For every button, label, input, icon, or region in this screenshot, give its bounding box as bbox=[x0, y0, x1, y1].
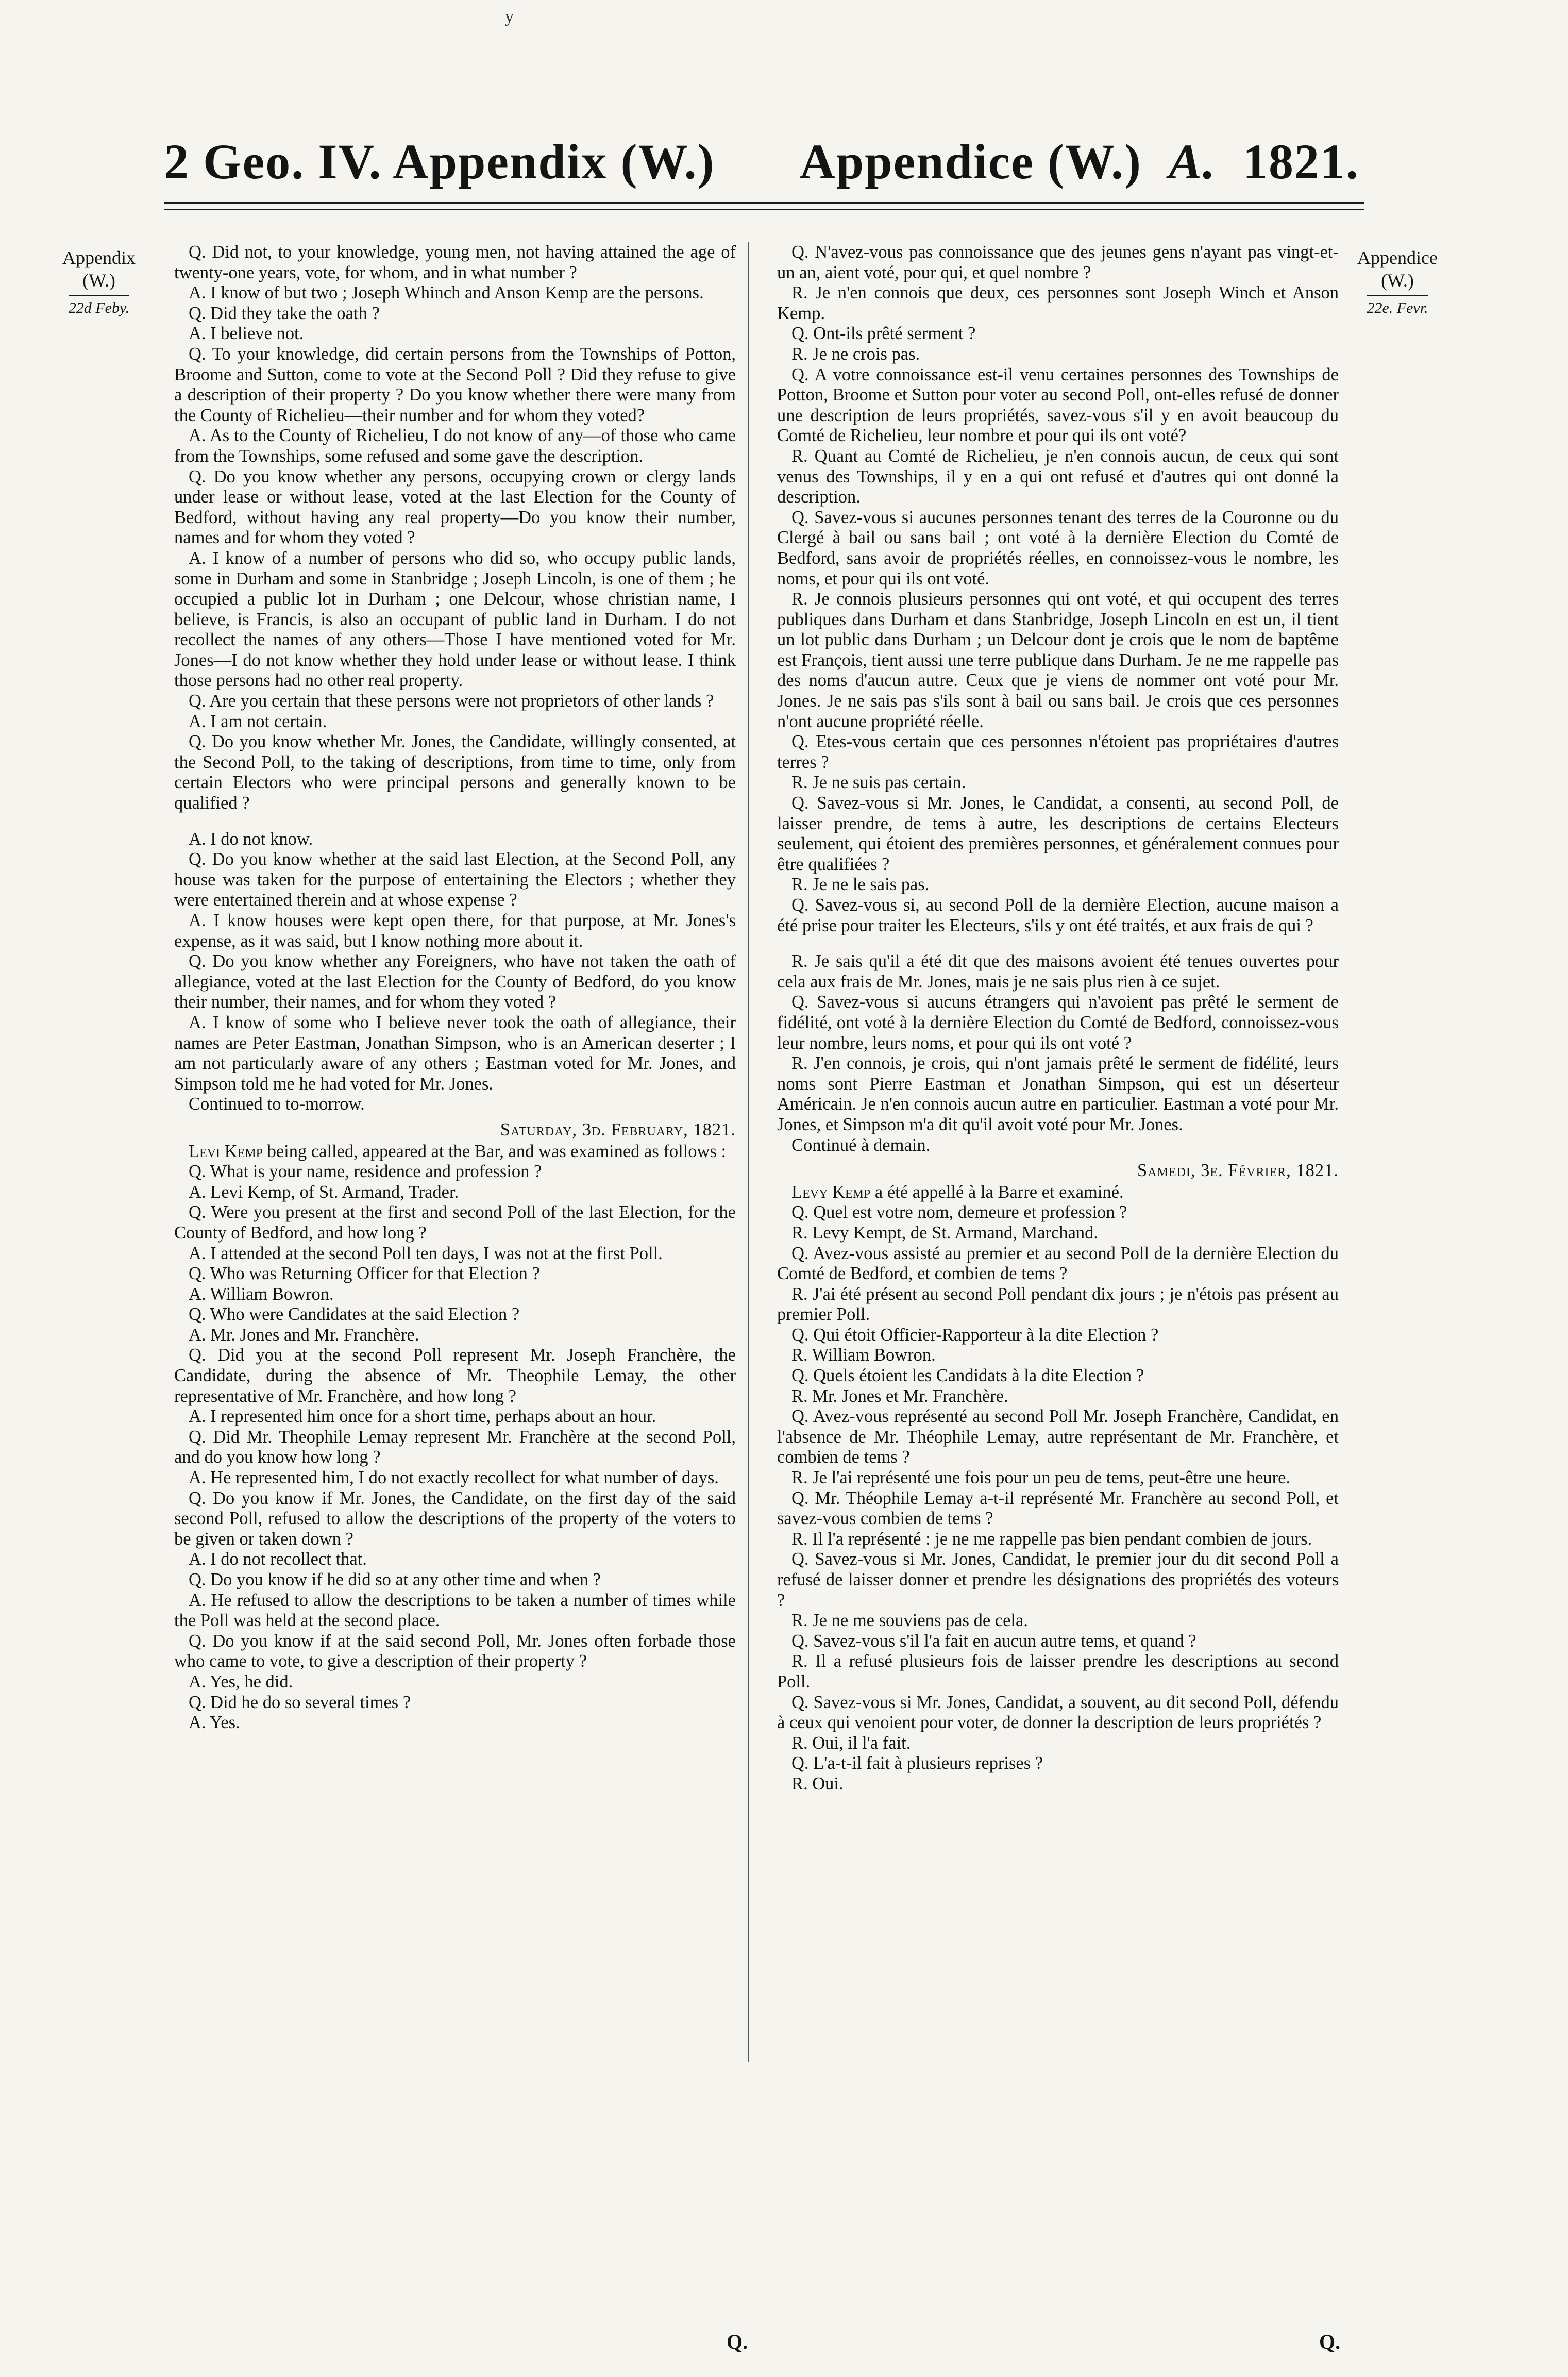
paragraph: R. Oui, il l'a fait. bbox=[791, 1733, 911, 1753]
paragraph: R. William Bowron. bbox=[791, 1345, 936, 1365]
paragraph: R. Il l'a représenté : je ne me rappelle pas bien pendant combien de jours. bbox=[791, 1529, 1312, 1549]
paragraph: Q. Etes-vous certain que ces personnes n'étoient pas propriétaires d'autres terres ? bbox=[777, 732, 1339, 772]
paragraph: R. Levy Kempt, de St. Armand, Marchand. bbox=[791, 1223, 1099, 1243]
header-right-title bbox=[799, 133, 1359, 190]
english-section-1 bbox=[174, 242, 736, 814]
paragraph: A. Yes, he did. bbox=[189, 1671, 293, 1692]
paragraph: Q. Do you know whether at the said last Election, at the Second Poll, any house was taken for the purpose of entertaining the Electors ; whether they were entertained therein and at whose expense ? bbox=[174, 849, 736, 910]
paragraph: A. Yes. bbox=[189, 1713, 240, 1733]
english-gap bbox=[174, 814, 736, 829]
left-margin-line2: (W.) bbox=[82, 270, 115, 291]
header-rule-thin bbox=[164, 209, 1364, 210]
header-rule bbox=[164, 202, 1364, 204]
paragraph: A. I know of a number of persons who did so, who occupy public lands, some in Durham and some in Stanbridge ; Joseph Lincoln, is one of them ; he occupied a public lot in Durham ; one Delcour, whose christian name, I believe, is Francis, is also an occupant of public land in Durham. I do not recollect the names of any others—Those I have mentioned voted for Mr. Jones—I do not know whether they hold under lease or without lease. I think those persons had no other real property. bbox=[174, 548, 736, 691]
paragraph: R. Il a refusé plusieurs fois de laisser prendre les descriptions au second Poll. bbox=[777, 1651, 1339, 1692]
paragraph: Q. L'a-t-il fait à plusieurs reprises ? bbox=[791, 1753, 1043, 1773]
right-margin-note bbox=[1346, 246, 1449, 320]
paragraph: R. Je ne suis pas certain. bbox=[791, 773, 966, 793]
paragraph: Q. Do you know if Mr. Jones, the Candidate, on the first day of the said second Poll, refused to allow the descriptions of the property of the voters to be given or taken down ? bbox=[174, 1488, 736, 1549]
paragraph: Q. Do you know if he did so at any other time and when ? bbox=[189, 1570, 601, 1589]
paragraph: R. Je connois plusieurs personnes qui ont voté, et qui occupent des terres publiques dans Durham et dans Stanbridge, Joseph Lincoln en est un, il tient un lot public dans Durham ; un Delcour dont je crois que le nom de baptême est François, tient aussi une terre publique dans Durham. Je ne me rappelle pas des noms d'aucun autre. Ceux que je viens de nommer ont voté pour Mr. Jones. Je ne sais pas s'ils sont à bail ou sans bail. Je crois que ces personnes n'ont aucune propriété réelle. bbox=[777, 589, 1339, 731]
left-margin-date: 22d Feby. bbox=[69, 295, 129, 320]
paragraph: Q. Did he do so several times ? bbox=[189, 1692, 411, 1712]
header-right-italic: A. bbox=[1168, 134, 1216, 189]
paragraph: Q. Savez-vous si Mr. Jones, Candidat, a souvent, au dit second Poll, défendu à ceux qui venoient pour voter, de donner la description de leurs propriétés ? bbox=[777, 1692, 1339, 1733]
paragraph: A. William Bowron. bbox=[189, 1284, 334, 1304]
paragraph: Q. Do you know whether Mr. Jones, the Candidate, willingly consented, at the Second Poll, to the taking of descriptions, from time to time, only from certain Electors who were principal persons and generally known to be qualified ? bbox=[174, 732, 736, 813]
paragraph: Q. Do you know if at the said second Poll, Mr. Jones often forbade those who came to vote, to give a description of their property ? bbox=[174, 1631, 736, 1671]
french-date-heading bbox=[777, 1161, 1339, 1181]
header-left-title: 2 Geo. IV. Appendix (W.) bbox=[164, 134, 715, 189]
french-section-3 bbox=[777, 1202, 1339, 1794]
english-intro-text: being called, appeared at the Bar, and was examined as follows : bbox=[262, 1141, 727, 1161]
paragraph: Q. Savez-vous si Mr. Jones, Candidat, le premier jour du dit second Poll a refusé de laisser donner et prendre les désignations des propriétés des voteurs ? bbox=[777, 1549, 1339, 1610]
french-catchword: Q. bbox=[1319, 2330, 1341, 2353]
english-catchword: Q. bbox=[727, 2330, 748, 2353]
paragraph: A. I know of but two ; Joseph Whinch and Anson Kemp are the persons. bbox=[189, 283, 704, 303]
paragraph: Q. Do you know whether any Foreigners, who have not taken the oath of allegiance, voted at the last Election for the County of Bedford, do you know their number, their names, and for whom they voted ? bbox=[174, 951, 736, 1012]
paragraph: A. I know of some who I believe never took the oath of allegiance, their names are Peter Eastman, Jonathan Simpson, who is an American deserter ; I am not particularly aware of any others ; Eastman voted for Mr. Jones, and Simpson told me he had voted for Mr. Jones. bbox=[174, 1012, 736, 1094]
paragraph: R. J'ai été présent au second Poll pendant dix jours ; je n'étois pas présent au premier Poll. bbox=[777, 1284, 1339, 1325]
paragraph: A. Levi Kemp, of St. Armand, Trader. bbox=[189, 1182, 459, 1202]
french-column bbox=[777, 242, 1339, 1795]
paragraph: A. He refused to allow the descriptions to be taken a number of times while the Poll was held at the second place. bbox=[174, 1590, 736, 1631]
header-right-year: 1821. bbox=[1243, 134, 1359, 189]
paragraph: Q. Who was Returning Officer for that Election ? bbox=[189, 1264, 540, 1284]
paragraph: Q. What is your name, residence and profession ? bbox=[189, 1162, 542, 1182]
paragraph: R. Je ne crois pas. bbox=[791, 344, 920, 364]
paragraph: Q. To your knowledge, did certain persons from the Townships of Potton, Broome and Sutton, come to vote at the Second Poll ? Did they refuse to give a description of their property ? Do you know whether there were many from the County of Richelieu—their number and for whom they voted? bbox=[174, 344, 736, 425]
paragraph: Continued to to-morrow. bbox=[189, 1094, 365, 1114]
french-intro bbox=[777, 1182, 1339, 1203]
french-gap bbox=[777, 936, 1339, 951]
paragraph: Q. Were you present at the first and second Poll of the last Election, for the County of Bedford, and how long ? bbox=[174, 1202, 736, 1243]
english-date-heading bbox=[174, 1120, 736, 1141]
header-right-main: Appendice (W.) bbox=[799, 134, 1142, 189]
english-column bbox=[174, 242, 736, 1733]
french-date-text: Samedi, 3e. Février, 1821. bbox=[1137, 1161, 1339, 1181]
paragraph: Q. Savez-vous si Mr. Jones, le Candidat, a consenti, au second Poll, de laisser prendre, de tems à autre, les descriptions de certains Electeurs seulement, qui étoient des premières personnes, et généralement connues pour être qualifiées ? bbox=[777, 793, 1339, 874]
paragraph: R. J'en connois, je crois, qui n'ont jamais prêté le serment de fidélité, leurs noms sont Pierre Eastman et Jonathan Simpson, qui est un déserteur Américain. Je n'en connois aucun autre en particulier. Eastman a voté pour Mr. Jones, et Simpson m'a dit qu'il avoit voté pour Mr. Jones. bbox=[777, 1053, 1339, 1134]
paragraph: Q. Quels étoient les Candidats à la dite Election ? bbox=[791, 1366, 1144, 1386]
paragraph: A. I believe not. bbox=[189, 324, 304, 344]
right-margin-date: 22e. Fevr. bbox=[1367, 295, 1428, 320]
paragraph: A. As to the County of Richelieu, I do not know of any—of those who came from the Townships, some refused and some gave the description. bbox=[174, 426, 736, 466]
paragraph: Q. Savez-vous si, au second Poll de la dernière Election, aucune maison a été prise pour traiter les Electeurs, s'ils y ont été traités, et aux frais de qui ? bbox=[777, 895, 1339, 935]
english-date-text: Saturday, 3d. February, 1821. bbox=[500, 1119, 736, 1140]
paragraph: Q. Mr. Théophile Lemay a-t-il représenté Mr. Franchère au second Poll, et savez-vous combien de tems ? bbox=[777, 1488, 1339, 1529]
paragraph: R. Je sais qu'il a été dit que des maisons avoient été tenues ouvertes pour cela aux frais de Mr. Jones, mais je ne sais plus rien à ce sujet. bbox=[777, 951, 1339, 992]
column-divider bbox=[748, 242, 749, 2062]
paragraph: A. Mr. Jones and Mr. Franchère. bbox=[189, 1325, 419, 1345]
paragraph: A. I represented him once for a short time, perhaps about an hour. bbox=[189, 1407, 656, 1427]
paragraph: Q. Ont-ils prêté serment ? bbox=[791, 324, 976, 344]
paragraph: A. He represented him, I do not exactly recollect for what number of days. bbox=[189, 1468, 719, 1488]
paragraph: R. Je ne le sais pas. bbox=[791, 875, 930, 895]
left-margin-line1: Appendix bbox=[62, 247, 136, 268]
french-witness-name: Levy Kemp bbox=[791, 1182, 871, 1202]
paragraph: A. I attended at the second Poll ten days, I was not at the first Poll. bbox=[189, 1243, 663, 1263]
paragraph: Q. Savez-vous si aucuns étrangers qui n'avoient pas prêté le serment de fidélité, ont voté à la dernière Election du Comté de Bedford, connoissez-vous leur nombre, leurs noms, et pour qui ils ont voté ? bbox=[777, 992, 1339, 1053]
page-top-mark: y bbox=[505, 7, 514, 26]
paragraph: R. Quant au Comté de Richelieu, je n'en connois aucun, de ceux qui sont venus des Townships, il y en a qui ont refusé et d'autres qui ont donné la description. bbox=[777, 446, 1339, 507]
paragraph: R. Je ne me souviens pas de cela. bbox=[791, 1611, 1028, 1631]
paragraph: Q. Did not, to your knowledge, young men, not having attained the age of twenty-one years, vote, for whom, and in what number ? bbox=[174, 242, 736, 282]
paragraph: Q. Who were Candidates at the said Election ? bbox=[189, 1304, 520, 1325]
paragraph: Q. Savez-vous s'il l'a fait en aucun autre tems, et quand ? bbox=[791, 1631, 1196, 1651]
paragraph: Q. N'avez-vous pas connoissance que des jeunes gens n'ayant pas vingt-et-un an, aient voté, pour qui, et quel nombre ? bbox=[777, 242, 1339, 282]
paragraph: Q. Do you know whether any persons, occupying crown or clergy lands under lease or without lease, voted at the last Election for the County of Bedford, without having any real property—Do you know their number, names and for whom they voted ? bbox=[174, 466, 736, 548]
paragraph: Continué à demain. bbox=[791, 1135, 931, 1155]
english-section-3 bbox=[174, 1162, 736, 1733]
english-intro bbox=[174, 1142, 736, 1162]
paragraph: Q. Did Mr. Theophile Lemay represent Mr. Franchère at the second Poll, and do you know how long ? bbox=[174, 1427, 736, 1467]
paragraph: R. Oui. bbox=[791, 1773, 844, 1794]
paragraph: A. I know houses were kept open there, for that purpose, at Mr. Jones's expense, as it was said, but I know nothing more about it. bbox=[174, 911, 736, 951]
paragraph: Q. Did they take the oath ? bbox=[189, 303, 380, 323]
english-section-2 bbox=[174, 829, 736, 1115]
french-intro-text: a été appellé à la Barre et examiné. bbox=[870, 1182, 1124, 1202]
left-margin-note bbox=[47, 246, 150, 320]
french-section-2 bbox=[777, 951, 1339, 1156]
paragraph: Q. Qui étoit Officier-Rapporteur à la dite Election ? bbox=[791, 1325, 1159, 1345]
paragraph: R. Je n'en connois que deux, ces personnes sont Joseph Winch et Anson Kemp. bbox=[777, 283, 1339, 323]
paragraph: Q. Did you at the second Poll represent Mr. Joseph Franchère, the Candidate, during the absence of Mr. Theophile Lemay, the other representative of Mr. Franchère, and how long ? bbox=[174, 1345, 736, 1406]
paragraph: Q. Are you certain that these persons were not proprietors of other lands ? bbox=[189, 691, 714, 711]
paragraph: A. I do not know. bbox=[189, 829, 313, 849]
paragraph: Q. Quel est votre nom, demeure et profession ? bbox=[791, 1202, 1127, 1223]
paragraph: A. I am not certain. bbox=[189, 711, 327, 731]
french-section-1 bbox=[777, 242, 1339, 936]
english-witness-name: Levi Kemp bbox=[189, 1141, 263, 1161]
paragraph: R. Je l'ai représenté une fois pour un peu de tems, peut-être une heure. bbox=[791, 1468, 1291, 1488]
paragraph: Q. Savez-vous si aucunes personnes tenant des terres de la Couronne ou du Clergé à bail ou sans bail ; ont voté à la dernière Election du Comté de Bedford, sans avoir de propriétés réelles, en connoissez-vous le nombre, les noms, et pour qui ils ont voté. bbox=[777, 507, 1339, 589]
paragraph: Q. Avez-vous assisté au premier et au second Poll de la dernière Election du Comté de Bedford, et combien de tems ? bbox=[777, 1243, 1339, 1284]
right-margin-line2: (W.) bbox=[1381, 270, 1414, 291]
paragraph: A. I do not recollect that. bbox=[189, 1549, 367, 1569]
paragraph: Q. Avez-vous représenté au second Poll Mr. Joseph Franchère, Candidat, en l'absence de Mr. Théophile Lemay, autre représentant de Mr. Franchère, et combien de tems ? bbox=[777, 1407, 1339, 1467]
right-margin-line1: Appendice bbox=[1357, 247, 1438, 268]
page-header bbox=[164, 133, 1364, 190]
paragraph: R. Mr. Jones et Mr. Franchère. bbox=[791, 1386, 1008, 1406]
paragraph: Q. A votre connoissance est-il venu certaines personnes des Townships de Potton, Broome et Sutton pour voter au second Poll, ont-elles refusé de donner une description de leurs propriétés, savez-vous s'il y en avoit beaucoup du Comté de Richelieu, leur nombre et pour qui ils ont voté? bbox=[777, 364, 1339, 446]
